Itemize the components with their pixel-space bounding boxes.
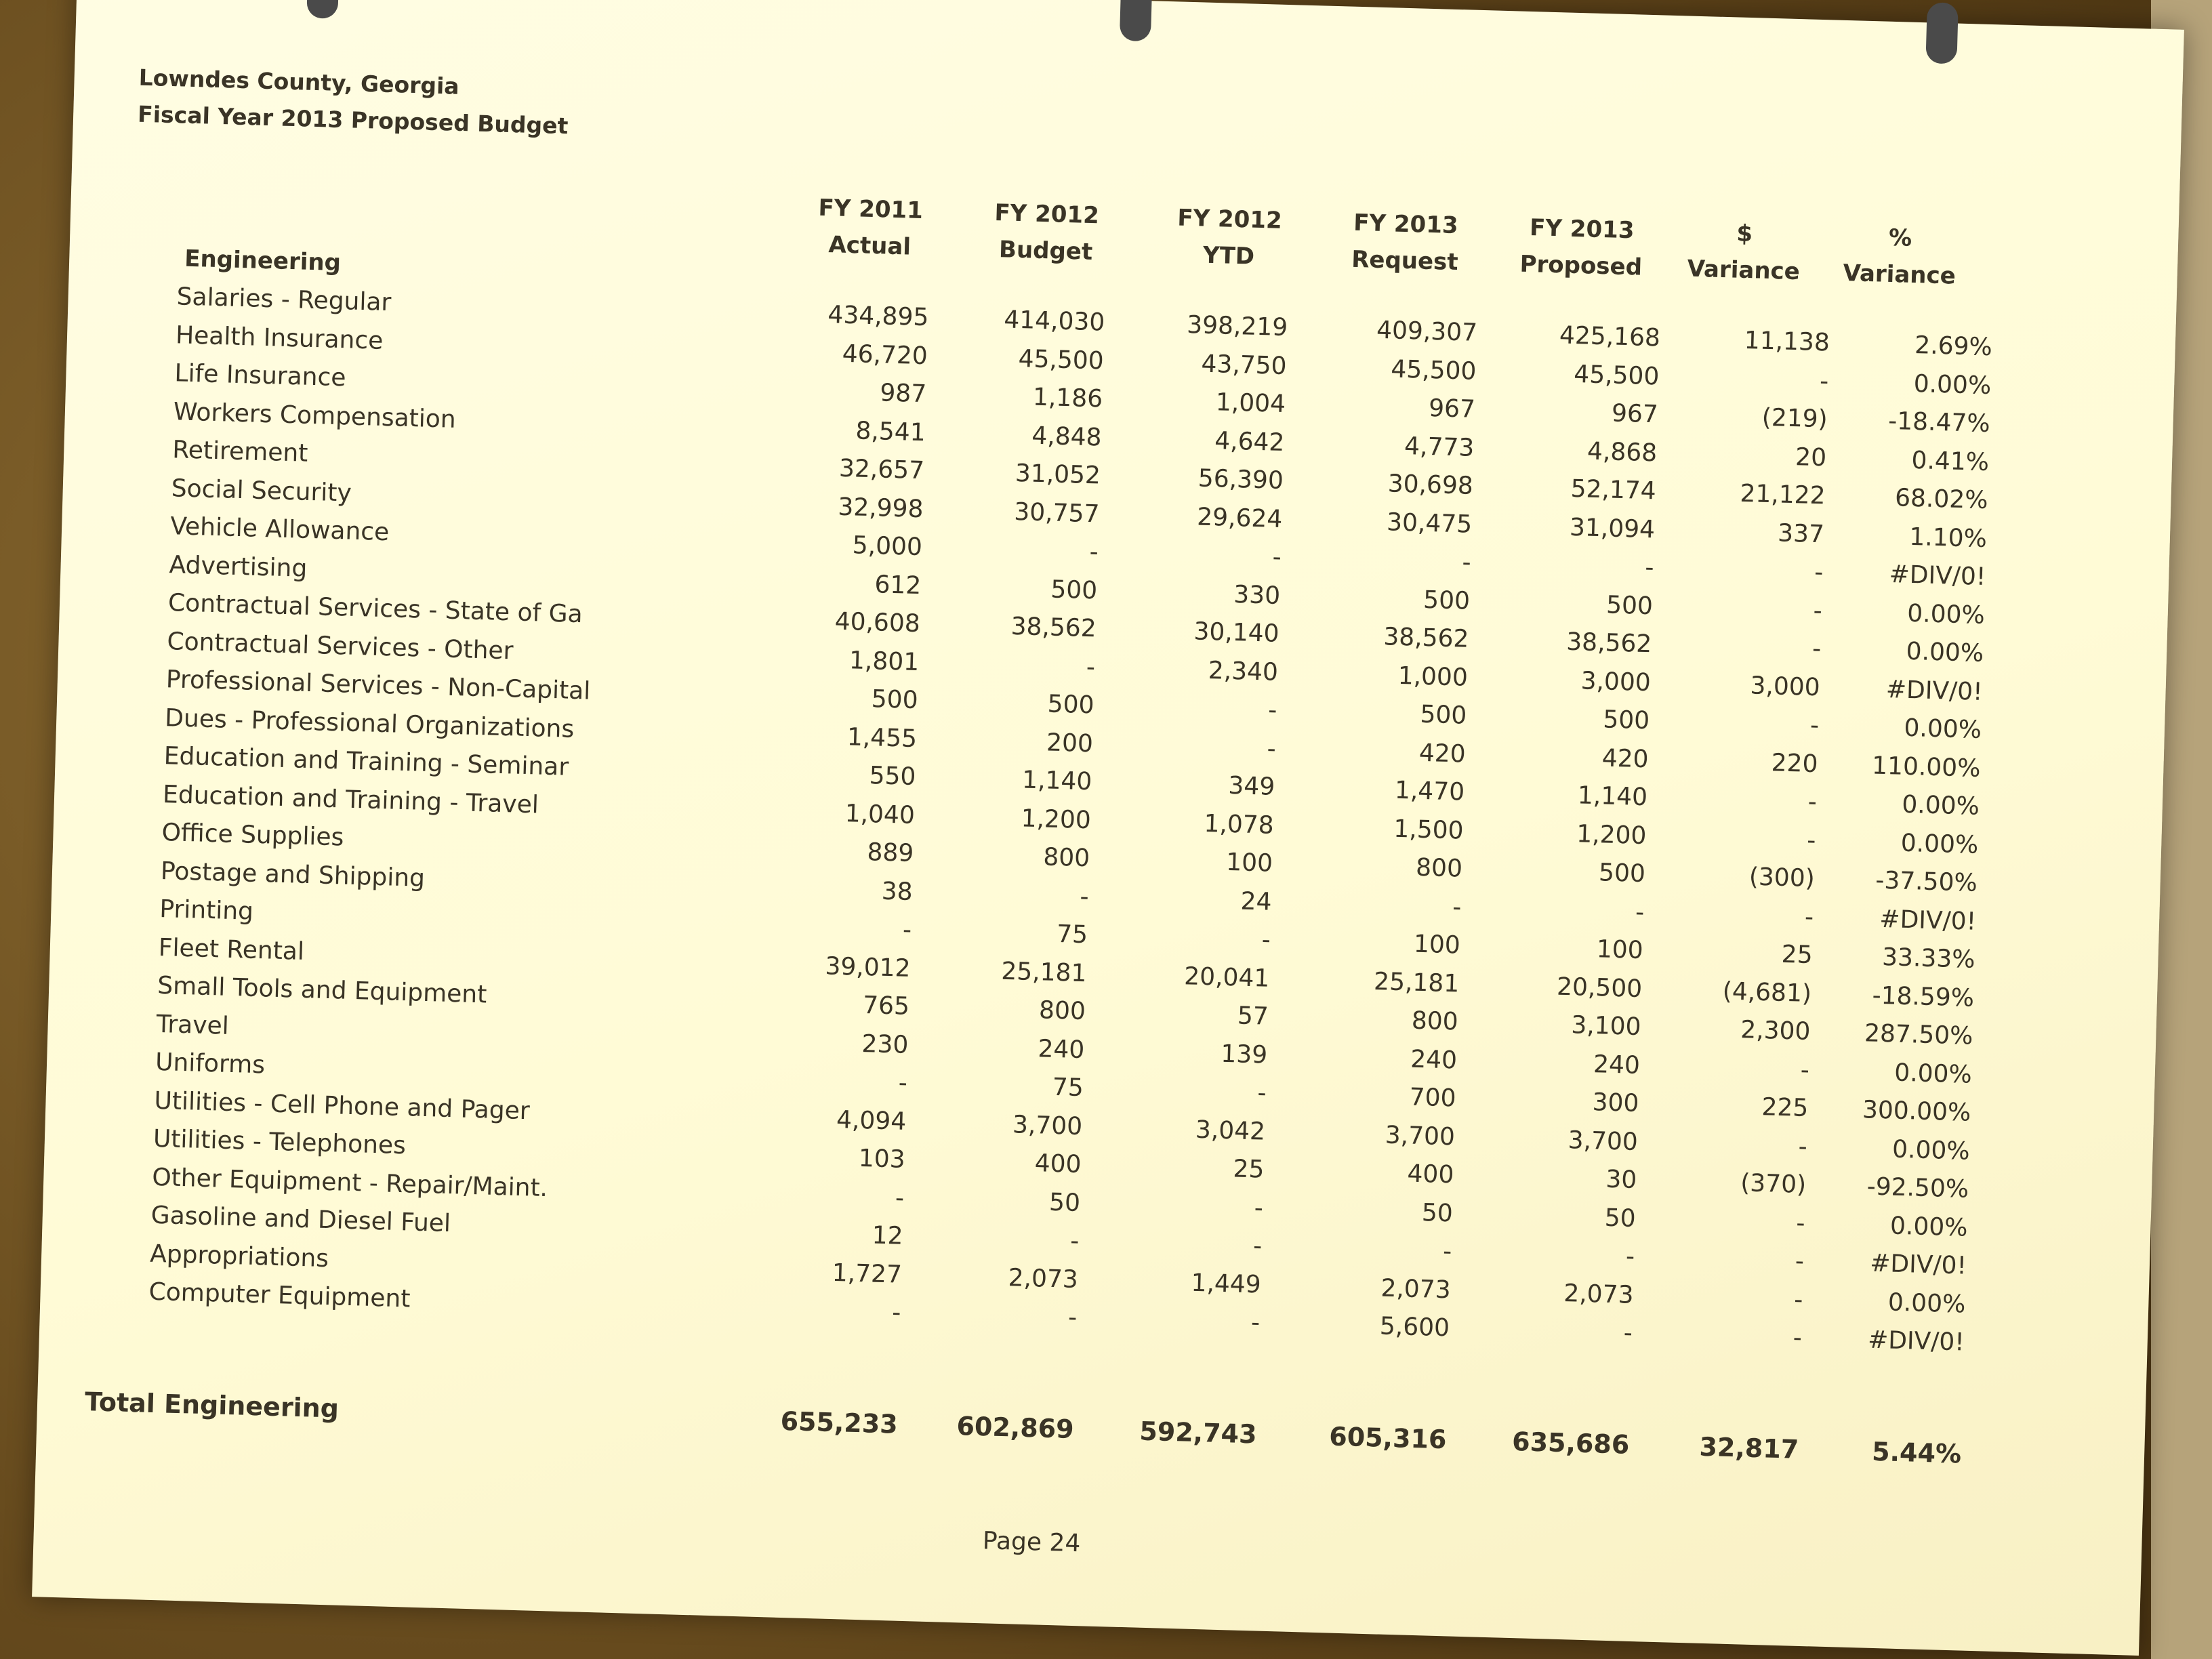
table-cell: 240 xyxy=(1410,1045,1458,1075)
table-cell: 1,040 xyxy=(844,799,916,830)
table-cell: - xyxy=(1806,826,1816,855)
table-cell: 700 xyxy=(1409,1083,1457,1113)
table-cell: 1,078 xyxy=(1204,809,1275,840)
table-cell: 38,562 xyxy=(1382,623,1469,653)
table-cell: 46,720 xyxy=(842,340,928,370)
table-cell: 100 xyxy=(1596,935,1644,965)
table-cell: - xyxy=(1800,1056,1810,1084)
table-cell: 75 xyxy=(1056,920,1088,949)
table-cell: 200 xyxy=(1046,728,1094,758)
table-cell: 500 xyxy=(871,685,919,715)
table-cell: 400 xyxy=(1407,1160,1454,1189)
table-cell: 349 xyxy=(1227,771,1275,801)
table-cell: 0.00% xyxy=(1889,1211,1968,1242)
total-cell: 605,316 xyxy=(1328,1421,1448,1455)
total-label: Total Engineering xyxy=(84,1387,340,1424)
table-cell: 30,140 xyxy=(1193,617,1280,648)
binder-ring xyxy=(1120,0,1152,41)
table-cell: 2,073 xyxy=(1563,1279,1635,1309)
row-label: Fleet Rental xyxy=(158,933,305,966)
table-cell: 409,307 xyxy=(1376,316,1478,347)
table-cell: 4,868 xyxy=(1586,437,1658,467)
table-cell: 1,449 xyxy=(1191,1269,1262,1299)
row-label: Health Insurance xyxy=(175,321,384,355)
table-cell: - xyxy=(1804,903,1814,931)
table-cell: 500 xyxy=(1047,690,1095,720)
table-cell: 800 xyxy=(1042,843,1090,873)
row-label: Retirement xyxy=(171,436,308,468)
table-cell: 1,801 xyxy=(848,646,920,676)
column-header-fy2012-ytd: FY 2012 YTD xyxy=(1176,204,1283,270)
table-cell: 500 xyxy=(1422,586,1471,615)
table-cell: -18.47% xyxy=(1887,407,1991,438)
table-cell: 20,041 xyxy=(1183,962,1270,993)
table-cell: 25 xyxy=(1781,940,1814,970)
column-header-fy2012-budget: FY 2012 Budget xyxy=(994,199,1100,266)
table-cell: - xyxy=(1623,1319,1633,1347)
table-cell: 4,848 xyxy=(1031,422,1103,452)
table-cell: 414,030 xyxy=(1003,306,1105,337)
table-cell: - xyxy=(1267,735,1277,763)
table-cell: 967 xyxy=(1611,399,1659,429)
table-cell: #DIV/0! xyxy=(1879,905,1977,936)
table-cell: 0.00% xyxy=(1887,1288,1966,1319)
table-cell: - xyxy=(902,916,912,944)
total-cell: 5.44% xyxy=(1871,1436,1962,1469)
total-row xyxy=(37,1385,2144,1485)
table-cell: 25,181 xyxy=(1000,957,1087,987)
table-cell: - xyxy=(891,1298,901,1327)
table-cell: 0.00% xyxy=(1891,1135,1971,1166)
table-cell: - xyxy=(1795,1247,1805,1275)
page-number: Page 24 xyxy=(982,1527,1081,1558)
table-cell: 230 xyxy=(861,1029,909,1059)
table-cell: 21,122 xyxy=(1739,479,1826,510)
row-label: Life Insurance xyxy=(174,359,347,392)
table-cell: - xyxy=(1272,543,1282,571)
table-cell: 25 xyxy=(1233,1155,1265,1184)
table-cell: 1,727 xyxy=(832,1258,903,1289)
table-cell: 0.00% xyxy=(1906,599,1986,630)
table-cell: 0.00% xyxy=(1900,829,1979,859)
table-cell: - xyxy=(1807,787,1818,817)
table-cell: 2,073 xyxy=(1380,1274,1452,1304)
table-cell: 39,012 xyxy=(825,951,912,983)
table-cell: - xyxy=(1809,711,1820,740)
row-label: Dues - Professional Organizations xyxy=(164,703,575,743)
table-cell: - xyxy=(1442,1237,1452,1266)
total-cell: 655,233 xyxy=(780,1406,899,1439)
row-label: Workers Compensation xyxy=(173,397,457,434)
table-cell: 1,500 xyxy=(1393,815,1465,845)
table-cell: 45,500 xyxy=(1018,344,1105,375)
table-cell: 3,000 xyxy=(1580,666,1652,697)
total-cell: 592,743 xyxy=(1139,1416,1258,1450)
column-header-fy2011-actual: FY 2011 Actual xyxy=(818,194,924,261)
row-label: Contractual Services - Other xyxy=(166,627,514,665)
table-cell: 500 xyxy=(1605,590,1654,620)
table-cell: 50 xyxy=(1421,1198,1454,1227)
table-cell: 800 xyxy=(1038,996,1086,1026)
table-cell: 4,094 xyxy=(836,1105,907,1136)
table-cell: 50 xyxy=(1048,1188,1081,1217)
table-cell: 68.02% xyxy=(1894,484,1988,515)
total-cell: 32,817 xyxy=(1698,1431,1799,1465)
table-cell: - xyxy=(1261,926,1271,954)
table-cell: 29,624 xyxy=(1196,503,1283,533)
section-title: Engineering xyxy=(184,245,342,277)
table-cell: 4,642 xyxy=(1214,426,1285,457)
table-cell: 12 xyxy=(872,1221,904,1250)
table-cell: - xyxy=(1452,893,1462,922)
total-cell: 602,869 xyxy=(956,1411,1075,1444)
table-cell: - xyxy=(1793,1324,1803,1352)
table-cell: 5,000 xyxy=(852,531,923,562)
budget-page xyxy=(32,0,2184,1656)
table-cell: 56,390 xyxy=(1197,464,1284,495)
table-cell: #DIV/0! xyxy=(1867,1326,1965,1357)
table-cell: 425,168 xyxy=(1559,321,1661,352)
table-cell: - xyxy=(1069,1227,1080,1256)
row-label: Travel xyxy=(156,1010,230,1040)
table-cell: 11,138 xyxy=(1744,326,1830,357)
table-cell: 420 xyxy=(1601,743,1650,773)
table-cell: - xyxy=(1267,696,1277,724)
table-cell: 225 xyxy=(1761,1093,1809,1123)
table-cell: 1,200 xyxy=(1021,804,1092,834)
table-cell: 1,186 xyxy=(1032,383,1103,413)
table-cell: -37.50% xyxy=(1875,866,1978,897)
row-label: Vehicle Allowance xyxy=(169,512,390,547)
row-label: Other Equipment - Repair/Maint. xyxy=(151,1163,548,1202)
table-cell: 2,300 xyxy=(1740,1016,1811,1046)
row-label: Advertising xyxy=(169,550,308,583)
table-cell: 31,052 xyxy=(1015,459,1101,490)
table-cell: -92.50% xyxy=(1866,1172,1969,1204)
table-cell: 100 xyxy=(1225,848,1273,878)
table-cell: - xyxy=(1252,1232,1263,1261)
table-cell: 0.00% xyxy=(1901,790,1980,821)
table-cell: 987 xyxy=(879,379,927,409)
document-header xyxy=(137,60,569,145)
row-label: Education and Training - Seminar xyxy=(163,742,569,781)
row-label: Appropriations xyxy=(149,1240,329,1273)
table-cell: 43,750 xyxy=(1201,350,1288,380)
table-cell: 40,608 xyxy=(834,607,921,638)
table-cell: - xyxy=(1793,1286,1803,1314)
table-cell: 103 xyxy=(858,1144,906,1174)
table-cell: - xyxy=(1814,558,1824,587)
table-cell: 420 xyxy=(1418,739,1467,769)
table-cell: -18.59% xyxy=(1872,981,1975,1012)
table-cell: - xyxy=(1813,596,1823,625)
table-cell: - xyxy=(898,1069,908,1097)
table-cell: 0.00% xyxy=(1906,637,1984,668)
binder-ring xyxy=(306,0,339,19)
table-cell: - xyxy=(1067,1303,1078,1332)
row-label: Computer Equipment xyxy=(148,1277,411,1313)
table-cell: 500 xyxy=(1050,575,1098,605)
table-cell: 3,000 xyxy=(1750,671,1821,701)
table-cell: - xyxy=(1644,553,1654,582)
table-cell: 300.00% xyxy=(1862,1096,1971,1127)
table-cell: 500 xyxy=(1419,700,1467,730)
table-cell: 612 xyxy=(874,570,922,600)
table-cell: 1,200 xyxy=(1576,819,1647,850)
row-label: Printing xyxy=(159,895,254,926)
table-cell: 2.69% xyxy=(1914,331,1993,362)
table-cell: 4,773 xyxy=(1404,432,1475,462)
column-header-dollar-variance: $ Variance xyxy=(1687,220,1801,286)
table-cell: 31,094 xyxy=(1569,513,1656,544)
table-cell: - xyxy=(1079,882,1090,911)
document-subtitle: Fiscal Year 2013 Proposed Budget xyxy=(137,100,569,140)
table-cell: - xyxy=(1798,1132,1808,1161)
table-cell: - xyxy=(1625,1242,1635,1271)
table-cell: - xyxy=(1811,634,1822,663)
row-label: Uniforms xyxy=(155,1048,266,1080)
table-cell: 30,698 xyxy=(1387,470,1474,500)
table-cell: (370) xyxy=(1740,1169,1807,1199)
table-cell: 398,219 xyxy=(1186,310,1288,342)
table-cell: - xyxy=(1256,1079,1267,1107)
table-cell: 1,455 xyxy=(846,722,918,753)
table-cell: 434,895 xyxy=(827,301,929,332)
row-label: Education and Training - Travel xyxy=(162,780,539,819)
table-cell: - xyxy=(1250,1309,1261,1337)
table-cell: 50 xyxy=(1604,1204,1637,1233)
column-header-percent-variance: % Variance xyxy=(1843,224,1957,290)
table-cell: 330 xyxy=(1233,580,1281,610)
table-cell: (300) xyxy=(1748,863,1816,893)
table-cell: - xyxy=(1635,898,1645,926)
binder-ring xyxy=(1925,2,1958,64)
table-cell: 500 xyxy=(1598,859,1646,888)
row-label: Office Supplies xyxy=(161,819,344,852)
table-cell: 400 xyxy=(1034,1149,1082,1179)
table-cell: 765 xyxy=(862,991,910,1021)
table-cell: 1,140 xyxy=(1021,766,1092,796)
table-cell: 0.00% xyxy=(1893,1059,1973,1089)
table-cell: 38,562 xyxy=(1010,612,1097,643)
table-cell: 1,470 xyxy=(1394,776,1465,806)
table-cell: 0.00% xyxy=(1913,369,1992,400)
table-cell: 1,140 xyxy=(1577,781,1648,812)
table-cell: #DIV/0! xyxy=(1889,560,1986,592)
row-label: Salaries - Regular xyxy=(176,283,392,317)
table-cell: 800 xyxy=(1415,853,1463,883)
table-cell: 75 xyxy=(1052,1073,1084,1103)
table-cell: 20,500 xyxy=(1556,972,1643,1003)
table-cell: 0.41% xyxy=(1911,446,1990,476)
table-cell: 32,998 xyxy=(837,493,924,523)
table-cell: - xyxy=(1089,538,1099,567)
county-name: Lowndes County, Georgia xyxy=(138,64,460,100)
table-cell: - xyxy=(895,1183,905,1212)
row-label: Professional Services - Non-Capital xyxy=(165,665,591,705)
row-label: Small Tools and Equipment xyxy=(157,971,487,1009)
table-cell: #DIV/0! xyxy=(1885,675,1984,706)
table-cell: 139 xyxy=(1220,1040,1268,1069)
table-cell: 30,757 xyxy=(1013,497,1100,528)
table-cell: 38,562 xyxy=(1565,628,1652,659)
table-cell: 889 xyxy=(866,838,914,868)
table-cell: (4,681) xyxy=(1722,977,1812,1008)
table-cell: - xyxy=(1819,367,1829,395)
table-cell: 3,100 xyxy=(1570,1011,1642,1042)
table-cell: (219) xyxy=(1761,403,1828,434)
table-cell: 110.00% xyxy=(1871,751,1981,783)
table-cell: 1.10% xyxy=(1908,523,1988,553)
table-cell: - xyxy=(1461,548,1472,577)
table-cell: 57 xyxy=(1237,1002,1269,1031)
table-cell: #DIV/0! xyxy=(1869,1249,1967,1280)
table-cell: 20 xyxy=(1795,443,1827,472)
table-cell: 32,657 xyxy=(838,454,925,485)
table-cell: 500 xyxy=(1602,705,1650,735)
table-cell: 2,073 xyxy=(1008,1263,1079,1294)
table-cell: 2,340 xyxy=(1208,656,1279,687)
table-cell: 52,174 xyxy=(1570,474,1657,506)
table-cell: 33.33% xyxy=(1881,943,1976,974)
table-cell: 5,600 xyxy=(1379,1312,1450,1343)
table-cell: 30,475 xyxy=(1386,508,1473,539)
table-cell: 967 xyxy=(1428,394,1476,424)
table-cell: 800 xyxy=(1411,1006,1459,1036)
table-cell: 100 xyxy=(1413,930,1461,960)
table-cell: 25,181 xyxy=(1373,967,1460,998)
table-cell: 3,700 xyxy=(1568,1126,1639,1156)
table-cell: - xyxy=(1795,1209,1806,1237)
table-cell: - xyxy=(1254,1193,1264,1223)
table-cell: 550 xyxy=(869,762,916,792)
table-cell: 38 xyxy=(881,877,914,906)
table-cell: - xyxy=(1086,653,1096,681)
table-cell: 3,042 xyxy=(1195,1115,1266,1146)
table-cell: 1,000 xyxy=(1397,661,1469,692)
row-label: Postage and Shipping xyxy=(160,857,426,893)
table-cell: 24 xyxy=(1240,887,1273,916)
table-cell: 8,541 xyxy=(855,416,926,447)
table-cell: 3,700 xyxy=(1385,1121,1456,1151)
budget-table xyxy=(40,280,2175,1372)
table-cell: 1,004 xyxy=(1215,388,1286,419)
table-cell: 3,700 xyxy=(1012,1110,1083,1141)
column-header-fy2013-proposed: FY 2013 Proposed xyxy=(1519,214,1643,281)
total-cell: 635,686 xyxy=(1511,1427,1630,1460)
table-cell: 0.00% xyxy=(1904,714,1982,744)
row-label: Gasoline and Diesel Fuel xyxy=(150,1201,451,1238)
table-cell: 287.50% xyxy=(1864,1019,1973,1050)
row-label: Utilities - Telephones xyxy=(152,1124,407,1160)
table-cell: 45,500 xyxy=(1573,360,1660,390)
table-cell: 337 xyxy=(1777,518,1825,548)
column-header-fy2013-request: FY 2013 Request xyxy=(1351,209,1459,276)
row-label: Contractual Services - State of Ga xyxy=(167,589,583,629)
table-cell: 45,500 xyxy=(1390,354,1477,386)
row-label: Social Security xyxy=(171,474,352,508)
table-cell: 240 xyxy=(1593,1050,1641,1080)
table-cell: 240 xyxy=(1037,1034,1085,1064)
table-cell: 30 xyxy=(1605,1165,1637,1194)
table-cell: 300 xyxy=(1592,1088,1639,1118)
row-label: Utilities - Cell Phone and Pager xyxy=(154,1086,531,1125)
table-cell: 220 xyxy=(1771,748,1819,778)
